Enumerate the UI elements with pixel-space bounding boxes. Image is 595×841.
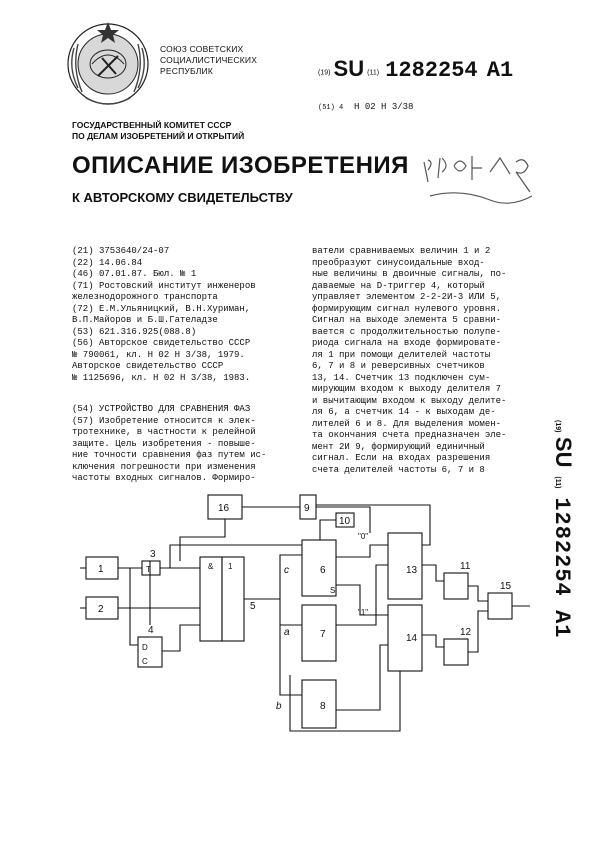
abstract-line: лителей 6 и 8. Для выделения момен- [312, 418, 502, 429]
abstract-line: ля 6, а счетчик 14 - к выходам де- [312, 407, 496, 417]
biblio-line: (22) 14.06.84 [72, 257, 143, 268]
publication-number [318, 56, 513, 83]
side-kind: A1 [549, 610, 574, 639]
org-name [160, 44, 257, 77]
abstract-line: управляет элементом 2-2-2И-3 ИЛИ 5, [312, 292, 502, 302]
ipc-code: (51) 4 [318, 104, 344, 112]
abstract-line: 6, 7 и 8 и реверсивных счетчиков [312, 361, 485, 371]
pin-label: S [330, 586, 336, 595]
abstract-line: (54) УСТРОЙСТВО ДЛЯ СРАВНЕНИЯ ФАЗ [72, 404, 251, 414]
ipc-value: H 02 H 3/38 [354, 102, 414, 112]
biblio-line: железнодорожного транспорта [72, 292, 218, 302]
block-label: 9 [304, 503, 310, 514]
ussr-emblem-icon [62, 18, 154, 110]
biblio-line: (72) Е.М.Ульяницкий, В.Н.Хуриман, [72, 303, 251, 314]
side-country: SU [551, 436, 576, 468]
abstract-line: вается с продолжительностью полупе- [312, 326, 502, 337]
biblio-line: (56) Авторское свидетельство СССР [72, 338, 251, 348]
block-label: 16 [218, 503, 230, 514]
org-line: СОЮЗ СОВЕТСКИХ [160, 44, 244, 54]
committee-line: ГОСУДАРСТВЕННЫЙ КОМИТЕТ СССР [72, 120, 232, 130]
abstract-line: ние точности сравнения фаз путем ис- [72, 450, 267, 460]
pin-label: "1" [358, 608, 369, 617]
block-label: 10 [339, 516, 351, 527]
biblio-line: Авторское свидетельство СССР [72, 361, 224, 371]
biblio-line: № 1125696, кл. H 02 H 3/38, 1983. [72, 372, 251, 383]
abstract-line: 13, 14. Счетчик 13 подключен сум- [312, 372, 491, 383]
input-label: a [284, 627, 290, 638]
abstract-line: счета делителей частоты 6, 7 и 8 [312, 464, 485, 475]
block-label: 13 [406, 565, 418, 576]
block-label: 7 [320, 629, 326, 640]
abstract-line: ключения погрешности при изменения [72, 461, 256, 472]
org-line: СОЦИАЛИСТИЧЕСКИХ [160, 55, 258, 65]
side-number: 1282254 [549, 497, 574, 597]
pin-label: T [146, 565, 151, 574]
block-label: 6 [320, 565, 326, 576]
abstract-line: мент 2И 9, формирующий единичный [312, 441, 485, 452]
biblio-line: (71) Ростовский институт инженеров [72, 280, 256, 291]
abstract-left-column [72, 404, 307, 485]
patent-kind: A1 [486, 58, 514, 83]
abstract-line: и вычитающим входом к выходу делите- [312, 395, 507, 406]
document-subtitle: К АВТОРСКОМУ СВИДЕТЕЛЬСТВУ [72, 190, 293, 205]
biblio-line: (53) 621.316.925(088.8) [72, 326, 197, 337]
committee [72, 120, 244, 142]
abstract-line: формирующим сигнал нулевого уровня. [312, 303, 502, 314]
abstract-line: сигнал. Если на входах разрешения [312, 453, 491, 463]
abstract-line: Сигнал на выходе элемента 5 сравни- [312, 315, 502, 325]
abstract-line: преобразуют синусоидальные вход- [312, 257, 485, 268]
abstract-line: частоты входных сигналов. Формиро- [72, 473, 256, 483]
block-label: 15 [500, 581, 512, 592]
code-19: (19) [318, 69, 331, 77]
block-label: 5 [250, 601, 256, 612]
ipc-classification [318, 102, 413, 112]
side-code-11: (11) [554, 476, 561, 489]
block-label: 3 [150, 549, 156, 560]
abstract-right-column [312, 246, 522, 476]
abstract-line: защите. Цель изобретения - повыше- [72, 438, 256, 449]
block-label: 8 [320, 701, 326, 712]
side-publication-number [548, 420, 578, 680]
biblio-line: № 790061, кл. H 02 H 3/38, 1979. [72, 349, 245, 360]
country-code: SU [333, 56, 365, 81]
abstract-line: ные величины в двоичные сигналы, по- [312, 269, 507, 279]
committee-line: ПО ДЕЛАМ ИЗОБРЕТЕНИЙ И ОТКРЫТИЙ [72, 131, 245, 141]
abstract-line: тротехнике, в частности к релейной [72, 427, 256, 437]
block-label: 12 [460, 627, 472, 638]
abstract-line: та окончания счета предназначен эле- [312, 430, 507, 440]
pin-label: 1 [228, 562, 233, 571]
handwritten-stamp-icon [420, 152, 540, 216]
pin-label: C [142, 657, 148, 666]
side-code-19: (19) [554, 420, 561, 433]
block-label: 4 [148, 625, 154, 636]
input-label: b [276, 701, 282, 712]
biblio-line: (21) 3753640/24-07 [72, 246, 170, 256]
circuit-diagram [80, 485, 550, 735]
block-label: 14 [406, 633, 418, 644]
biblio-line: В.П.Майоров и Б.Ш.Гателадзе [72, 315, 218, 325]
abstract-line: мирующим входом к выходу делителя 7 [312, 384, 502, 394]
abstract-line: риода сигнала на входе формировате- [312, 338, 502, 348]
pin-label: D [142, 643, 148, 652]
pin-label: "0" [358, 532, 369, 541]
bibliographic-data [72, 246, 302, 384]
code-11: (11) [367, 69, 380, 77]
pin-label: & [208, 562, 214, 571]
block-label: 1 [98, 564, 104, 575]
abstract-line: (57) Изобретение относится к элек- [72, 415, 256, 426]
patent-number: 1282254 [385, 58, 478, 83]
abstract-line: ватели сравниваемых величин 1 и 2 [312, 246, 491, 256]
abstract-line: ля 1 при помощи делителей частоты [312, 349, 491, 360]
input-label: c [284, 565, 289, 576]
org-line: РЕСПУБЛИК [160, 66, 214, 76]
block-label: 11 [460, 561, 471, 572]
abstract-line: даваемые на D-триггер 4, который [312, 280, 485, 291]
block-label: 2 [98, 604, 104, 615]
document-title: ОПИСАНИЕ ИЗОБРЕТЕНИЯ [72, 152, 409, 179]
biblio-line: (46) 07.01.87. Бюл. № 1 [72, 269, 197, 279]
